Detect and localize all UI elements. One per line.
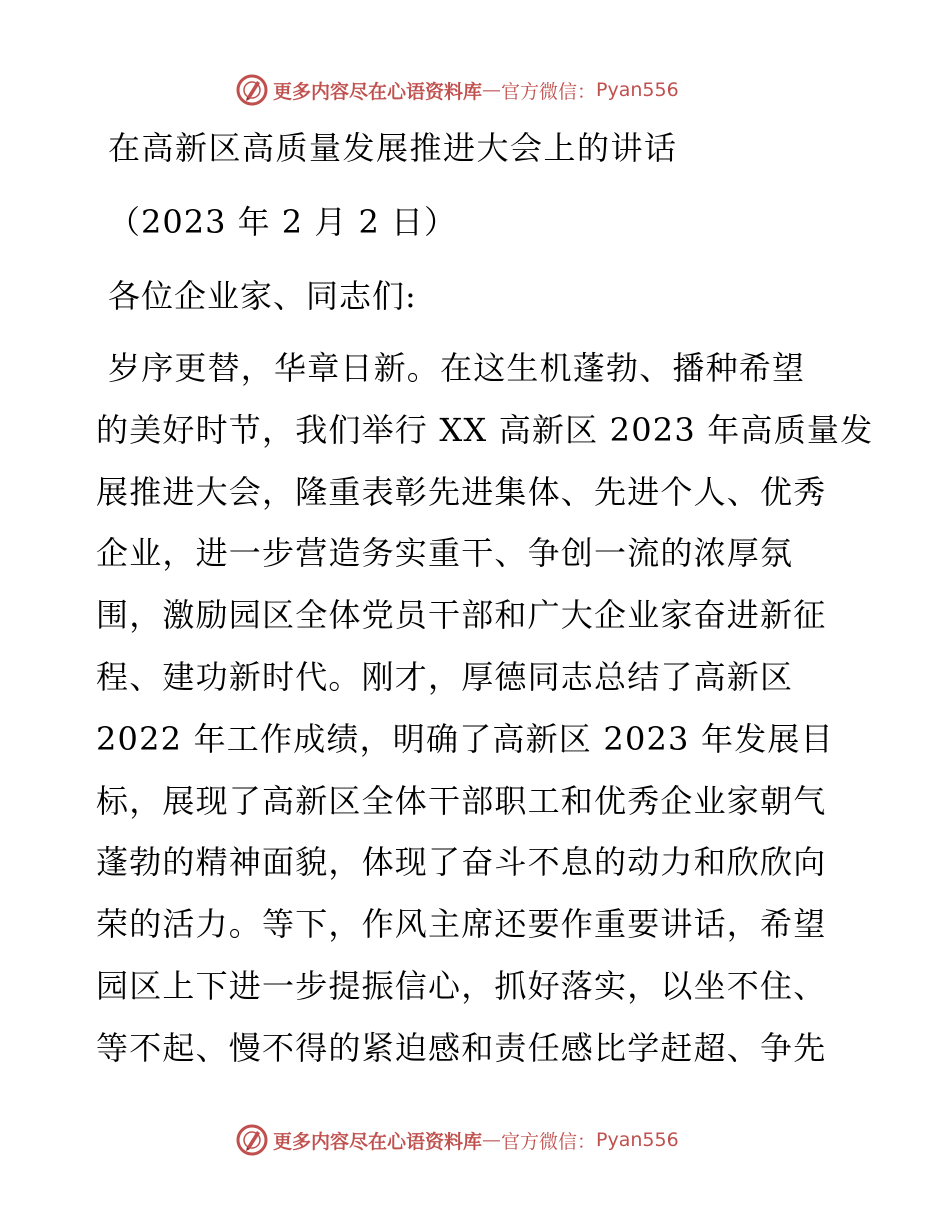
watermark-account: Pyan556 <box>596 1129 679 1151</box>
paragraph-line: 园区上下进一步提振信心，抓好落实，以坐不住、 <box>96 966 827 1005</box>
paragraph-line: 岁序更替，华章日新。在这生机蓬勃、播种希望 <box>108 349 806 387</box>
watermark-separator: — <box>482 1129 502 1151</box>
paragraph-line: 围，激励园区全体党员干部和广大企业家奋进新征 <box>96 596 827 635</box>
paragraph-line: 程、建功新时代。刚才，厚德同志总结了高新区 <box>96 657 794 696</box>
pen-logo-icon <box>235 1123 269 1157</box>
body-paragraph <box>96 346 874 1088</box>
watermark-official-label: 官方微信： <box>501 1130 597 1153</box>
pen-logo-icon <box>235 73 269 107</box>
watermark-brand: 更多内容尽在心语资料库 <box>273 1130 483 1153</box>
paragraph-line: 2022 年工作成绩，明确了高新区 2023 年发展目 <box>96 719 834 758</box>
footer-watermark <box>235 1122 679 1158</box>
paragraph-line: 蓬勃的精神面貌，体现了奋斗不息的动力和欣欣向 <box>96 843 827 882</box>
paragraph-line: 企业，进一步营造务实重干、争创一流的浓厚氛 <box>96 534 794 573</box>
greeting: 各位企业家、同志们: <box>108 277 417 315</box>
watermark-brand: 更多内容尽在心语资料库 <box>273 80 483 103</box>
watermark-official-label: 官方微信： <box>501 80 597 103</box>
watermark-account: Pyan556 <box>596 79 679 101</box>
paragraph-line: 展推进大会，隆重表彰先进集体、先进个人、优秀 <box>96 472 827 511</box>
paragraph-line: 标，展现了高新区全体干部职工和优秀企业家朝气 <box>96 781 827 820</box>
header-watermark <box>235 72 679 108</box>
paragraph-line: 等不起、慢不得的紧迫感和责任感比学赶超、争先 <box>96 1028 827 1067</box>
document-title: 在高新区高质量发展推进大会上的讲话 <box>108 129 678 167</box>
watermark-separator: — <box>482 79 502 101</box>
document-date: （2023 年 2 月 2 日） <box>108 203 458 241</box>
paragraph-line: 的美好时节，我们举行 XX 高新区 2023 年高质量发 <box>96 410 874 449</box>
paragraph-line: 荣的活力。等下，作风主席还要作重要讲话，希望 <box>96 905 827 944</box>
